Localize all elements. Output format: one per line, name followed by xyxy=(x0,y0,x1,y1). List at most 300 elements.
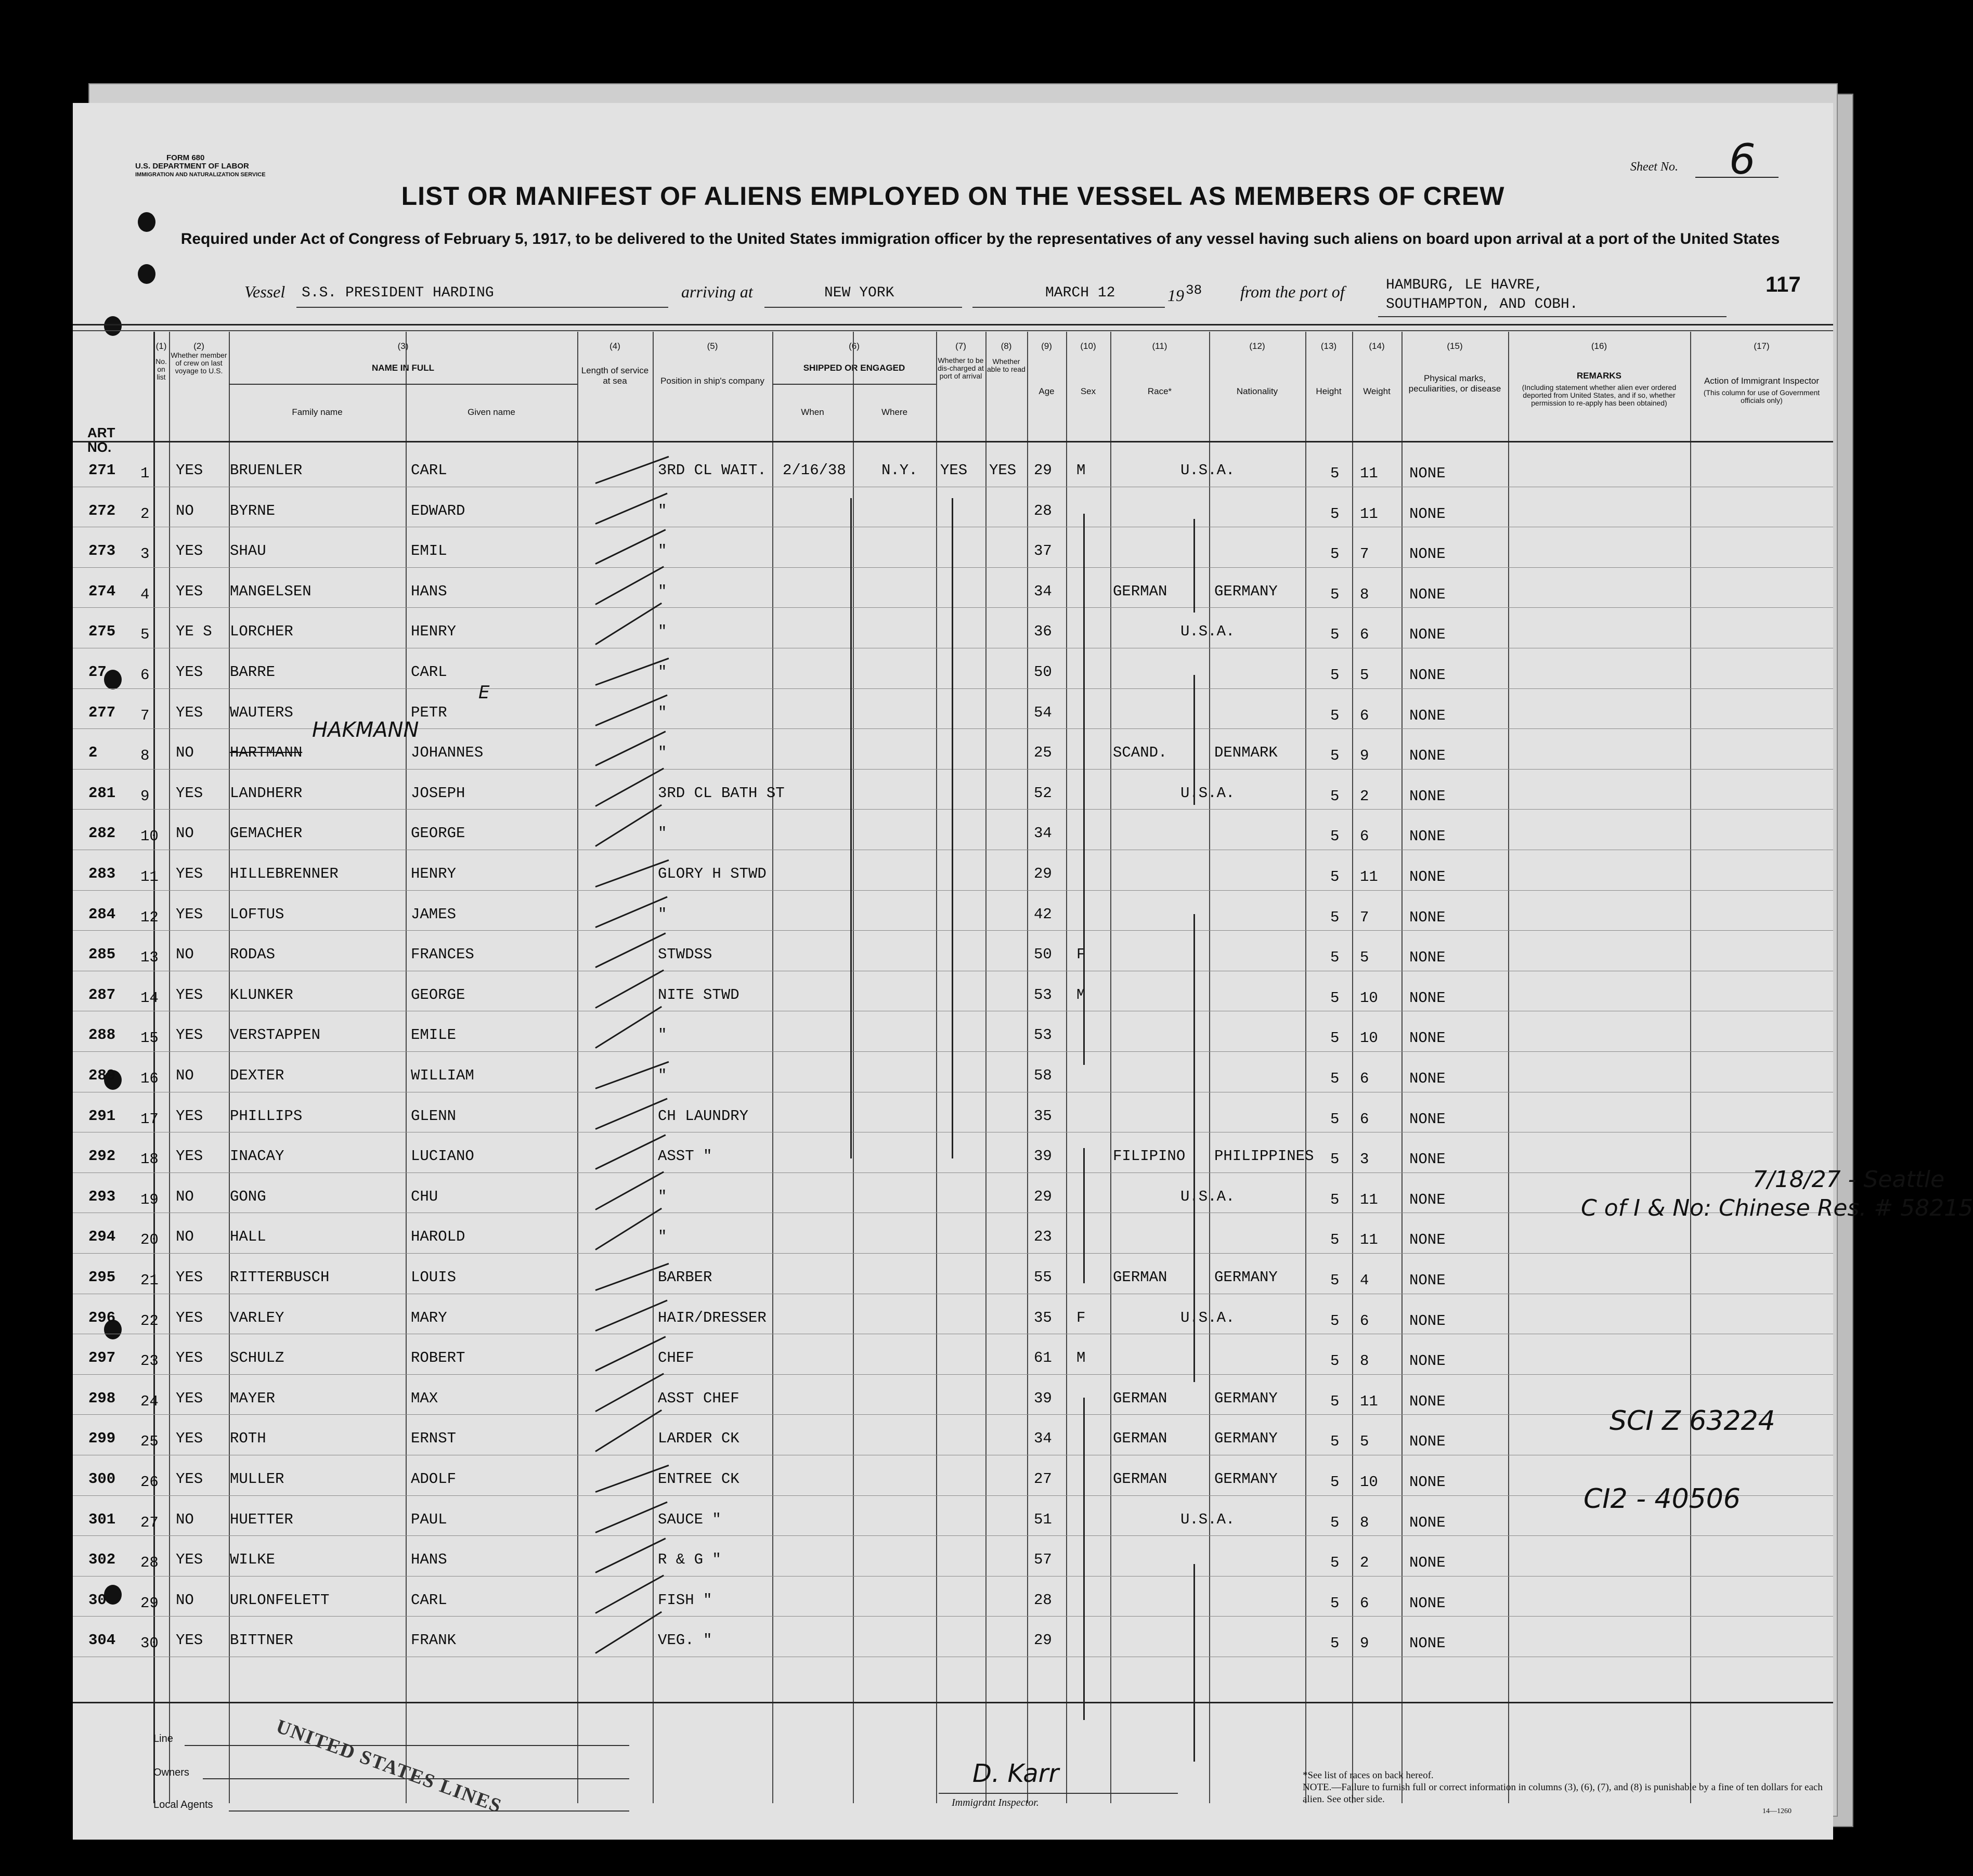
family-name: LORCHER xyxy=(230,623,293,641)
ditto-line xyxy=(1193,914,1195,1278)
ditto-line xyxy=(1083,514,1085,1065)
table-row xyxy=(73,1309,1833,1350)
weight: 7 xyxy=(1360,545,1369,563)
nationality: PHILIPPINES xyxy=(1214,1148,1314,1165)
race: GERMAN xyxy=(1113,1269,1167,1286)
height: 5 xyxy=(1330,868,1340,885)
weight: 6 xyxy=(1360,1070,1369,1087)
prior-voyage: YES xyxy=(176,1551,203,1569)
art-no: 2 xyxy=(88,744,98,762)
table-row xyxy=(73,1188,1833,1229)
column-number-2: (2) xyxy=(193,341,204,351)
age: 34 xyxy=(1034,1430,1052,1448)
given-name: FRANCES xyxy=(411,946,474,963)
list-number: 19 xyxy=(140,1191,159,1208)
weight: 11 xyxy=(1360,1191,1378,1208)
nationality: GERMANY xyxy=(1214,1470,1278,1488)
age: 29 xyxy=(1034,462,1052,479)
age: 50 xyxy=(1034,663,1052,681)
given-name: HANS xyxy=(411,1551,447,1569)
departure-ports-line1: HAMBURG, LE HAVRE, xyxy=(1386,277,1543,293)
arrival-date: MARCH 12 xyxy=(1045,285,1115,301)
prior-voyage: YES xyxy=(176,1107,203,1125)
age: 39 xyxy=(1034,1389,1052,1407)
list-number: 20 xyxy=(140,1231,159,1249)
race: GERMAN xyxy=(1113,1470,1167,1488)
given-name: CHU xyxy=(411,1188,438,1205)
to-be-discharged: YES xyxy=(940,462,968,479)
family-name: GONG xyxy=(230,1188,266,1205)
art-no: 27 xyxy=(88,663,107,681)
given-name: GEORGE xyxy=(411,986,465,1004)
column-number-1: (1) xyxy=(155,341,167,351)
family-name: VARLEY xyxy=(230,1309,284,1326)
art-no: 296 xyxy=(88,1309,116,1326)
art-no: 294 xyxy=(88,1228,116,1246)
family-name: ROTH xyxy=(230,1430,266,1448)
position: " xyxy=(658,703,667,721)
header-3: NAME IN FULL xyxy=(372,363,434,373)
height: 5 xyxy=(1330,1392,1340,1410)
art-no: 272 xyxy=(88,502,116,519)
age: 34 xyxy=(1034,582,1052,600)
height: 5 xyxy=(1330,465,1340,482)
family-name: MULLER xyxy=(230,1470,284,1488)
header-9: Age xyxy=(1039,386,1055,396)
art-no: 274 xyxy=(88,582,116,600)
physical-marks: NONE xyxy=(1409,747,1446,765)
family-name: BYRNE xyxy=(230,502,276,519)
weight: 11 xyxy=(1360,505,1378,523)
age: 28 xyxy=(1034,1591,1052,1609)
height: 5 xyxy=(1330,505,1340,523)
prior-voyage: YES xyxy=(176,1026,203,1044)
physical-marks: NONE xyxy=(1409,989,1446,1007)
prior-voyage: YES xyxy=(176,905,203,923)
weight: 5 xyxy=(1360,1433,1369,1451)
family-name: VERSTAPPEN xyxy=(230,1026,321,1044)
weight: 3 xyxy=(1360,1151,1369,1168)
physical-marks: NONE xyxy=(1409,585,1446,603)
header-8: Whether able to read xyxy=(987,357,1026,373)
family-name: LANDHERR xyxy=(230,784,303,802)
physical-marks: NONE xyxy=(1409,1191,1446,1208)
height: 5 xyxy=(1330,989,1340,1007)
age: 29 xyxy=(1034,1188,1052,1205)
column-number-5: (5) xyxy=(707,341,718,351)
column-number-14: (14) xyxy=(1369,341,1385,351)
list-number: 3 xyxy=(140,545,150,563)
given-name: HENRY xyxy=(411,865,457,882)
prior-voyage: YES xyxy=(176,1269,203,1286)
line-underline xyxy=(185,1745,629,1746)
year-prefix: 19 xyxy=(1167,286,1184,305)
family-name: MAYER xyxy=(230,1389,276,1407)
table-row xyxy=(73,1269,1833,1309)
list-number: 27 xyxy=(140,1514,159,1531)
age: 42 xyxy=(1034,905,1052,923)
position: ENTREE CK xyxy=(658,1470,739,1488)
list-number: 25 xyxy=(140,1433,159,1451)
column-number-13: (13) xyxy=(1320,341,1337,351)
header-13: Height xyxy=(1316,386,1342,396)
line-label: Line xyxy=(153,1733,173,1744)
prior-voyage: YES xyxy=(176,462,203,479)
column-number-10: (10) xyxy=(1080,341,1096,351)
height: 5 xyxy=(1330,1635,1340,1652)
from-port-label: from the port of xyxy=(1240,282,1345,301)
prior-voyage: YES xyxy=(176,1349,203,1367)
table-row xyxy=(73,1228,1833,1269)
age: 35 xyxy=(1034,1309,1052,1326)
races-note: *See list of races on back hereof. xyxy=(1303,1770,1434,1781)
column-number-12: (12) xyxy=(1249,341,1265,351)
given-name: EDWARD xyxy=(411,502,465,519)
list-number: 13 xyxy=(140,949,159,967)
family-name: HILLEBRENNER xyxy=(230,865,339,882)
header-bottom-rule xyxy=(73,441,1833,442)
art-no: 275 xyxy=(88,623,116,641)
position: " xyxy=(658,1188,667,1205)
prior-voyage: NO xyxy=(176,1188,194,1205)
list-number: 28 xyxy=(140,1554,159,1572)
position: NITE STWD xyxy=(658,986,739,1004)
height: 5 xyxy=(1330,1474,1340,1491)
art-no: 288 xyxy=(88,1026,116,1044)
department: U.S. DEPARTMENT OF LABOR xyxy=(135,162,249,171)
height: 5 xyxy=(1330,1070,1340,1087)
print-code: 14—1260 xyxy=(1762,1807,1792,1815)
sub-column-rule xyxy=(406,386,407,433)
height: 5 xyxy=(1330,1272,1340,1289)
position: BARBER xyxy=(658,1269,712,1286)
list-number: 5 xyxy=(140,626,150,644)
physical-marks: NONE xyxy=(1409,707,1446,724)
remark-row26: CI2 - 40506 xyxy=(1583,1483,1741,1515)
year-suffix: 38 xyxy=(1186,282,1202,298)
physical-marks: NONE xyxy=(1409,1030,1446,1047)
binder-hole xyxy=(138,212,155,232)
list-number: 1 xyxy=(140,465,150,482)
list-number: 23 xyxy=(140,1352,159,1370)
age: 58 xyxy=(1034,1067,1052,1084)
arriving-underline xyxy=(764,307,962,308)
physical-marks: NONE xyxy=(1409,465,1446,482)
table-bottom-rule xyxy=(73,1702,1833,1703)
given-name: JOSEPH xyxy=(411,784,465,802)
list-number: 11 xyxy=(140,868,159,885)
age: 61 xyxy=(1034,1349,1052,1367)
form-title: LIST OR MANIFEST OF ALIENS EMPLOYED ON THE VESSEL AS MEMBERS OF CREW xyxy=(401,181,1505,211)
header-6: SHIPPED OR ENGAGED xyxy=(803,363,905,373)
prior-voyage: YES xyxy=(176,582,203,600)
prior-voyage: YES xyxy=(176,865,203,882)
height: 5 xyxy=(1330,1191,1340,1208)
signature-underline xyxy=(939,1793,1178,1794)
given-name-correction: E xyxy=(478,682,490,703)
header-17: Action of Immigrant Inspector xyxy=(1704,376,1820,386)
given-name: PETR xyxy=(411,703,447,721)
given-name: JAMES xyxy=(411,905,457,923)
family-name: RITTERBUSCH xyxy=(230,1269,330,1286)
physical-marks: NONE xyxy=(1409,949,1446,967)
weight: 6 xyxy=(1360,1110,1369,1128)
subheader-6-2: Where xyxy=(881,407,908,417)
weight: 8 xyxy=(1360,585,1369,603)
ditto-line xyxy=(1193,519,1195,613)
physical-marks: NONE xyxy=(1409,1352,1446,1370)
binder-hole xyxy=(104,316,122,336)
table-row xyxy=(73,1470,1833,1511)
physical-marks: NONE xyxy=(1409,1392,1446,1410)
inspector-signature: D. Karr xyxy=(972,1759,1059,1788)
physical-marks: NONE xyxy=(1409,828,1446,845)
height: 5 xyxy=(1330,908,1340,926)
prior-voyage: NO xyxy=(176,502,194,519)
given-name: FRANK xyxy=(411,1632,457,1649)
prior-voyage: NO xyxy=(176,946,194,963)
physical-marks: NONE xyxy=(1409,1635,1446,1652)
position: " xyxy=(658,744,667,762)
height: 5 xyxy=(1330,707,1340,724)
height: 5 xyxy=(1330,747,1340,765)
physical-marks: NONE xyxy=(1409,1594,1446,1612)
weight: 10 xyxy=(1360,989,1378,1007)
prior-voyage: NO xyxy=(176,1510,194,1528)
position: ASST CHEF xyxy=(658,1389,739,1407)
prior-voyage: YES xyxy=(176,1632,203,1649)
ditto-line xyxy=(1083,1398,1085,1720)
age: 28 xyxy=(1034,502,1052,519)
family-name: BRUENLER xyxy=(230,462,303,479)
header-16: REMARKS xyxy=(1577,371,1621,381)
prior-voyage: YES xyxy=(176,986,203,1004)
age: 51 xyxy=(1034,1510,1052,1528)
list-number: 18 xyxy=(140,1151,159,1168)
table-top-rule-2 xyxy=(73,330,1833,331)
age: 34 xyxy=(1034,825,1052,842)
physical-marks: NONE xyxy=(1409,1514,1446,1531)
physical-marks: NONE xyxy=(1409,1554,1446,1572)
list-number: 16 xyxy=(140,1070,159,1087)
nationality: DENMARK xyxy=(1214,744,1278,762)
art-no: 304 xyxy=(88,1632,116,1649)
height: 5 xyxy=(1330,545,1340,563)
ditto-line xyxy=(1193,1236,1195,1382)
weight: 6 xyxy=(1360,1594,1369,1612)
family-name: URLONFELETT xyxy=(230,1591,330,1609)
family-name: PHILLIPS xyxy=(230,1107,303,1125)
header-10: Sex xyxy=(1080,386,1096,396)
art-no: 30 xyxy=(88,1591,107,1609)
sex: F xyxy=(1076,946,1086,963)
physical-marks: NONE xyxy=(1409,1474,1446,1491)
physical-marks: NONE xyxy=(1409,1151,1446,1168)
given-name: EMIL xyxy=(411,542,447,560)
weight: 11 xyxy=(1360,868,1378,885)
list-number: 15 xyxy=(140,1030,159,1047)
physical-marks: NONE xyxy=(1409,505,1446,523)
nationality: GERMANY xyxy=(1214,582,1278,600)
table-row xyxy=(73,1511,1833,1552)
given-name: GEORGE xyxy=(411,825,465,842)
list-number: 10 xyxy=(140,828,159,845)
arriving-port: NEW YORK xyxy=(824,285,894,301)
manifest-sheet xyxy=(73,103,1973,1840)
age: 52 xyxy=(1034,784,1052,802)
given-name: EMILE xyxy=(411,1026,457,1044)
age: 53 xyxy=(1034,1026,1052,1044)
given-name: ERNST xyxy=(411,1430,457,1448)
form-number: FORM 680 xyxy=(166,153,205,162)
list-number: 8 xyxy=(140,747,150,765)
subheader-3-1: Family name xyxy=(292,407,343,417)
family-name: BITTNER xyxy=(230,1632,293,1649)
vessel-underline xyxy=(296,307,668,308)
header-4: Length of service at sea xyxy=(581,366,649,386)
list-number: 22 xyxy=(140,1312,159,1330)
nationality: GERMANY xyxy=(1214,1430,1278,1448)
height: 5 xyxy=(1330,1110,1340,1128)
weight: 5 xyxy=(1360,949,1369,967)
art-no: 285 xyxy=(88,946,116,963)
height: 5 xyxy=(1330,667,1340,684)
art-no: 298 xyxy=(88,1389,116,1407)
physical-marks: NONE xyxy=(1409,545,1446,563)
physical-marks: NONE xyxy=(1409,787,1446,805)
column-number-6: (6) xyxy=(849,341,860,351)
art-no: 293 xyxy=(88,1188,116,1205)
weight: 9 xyxy=(1360,1635,1369,1652)
nationality: U.S.A. xyxy=(1180,462,1235,479)
art-no: 283 xyxy=(88,865,116,882)
position: ASST " xyxy=(658,1148,712,1165)
binder-hole xyxy=(138,264,155,284)
ditto-line xyxy=(850,498,852,1158)
prior-voyage: YES xyxy=(176,663,203,681)
table-row xyxy=(73,1390,1833,1430)
list-number: 26 xyxy=(140,1474,159,1491)
position: CHEF xyxy=(658,1349,694,1367)
nationality: GERMANY xyxy=(1214,1389,1278,1407)
height: 5 xyxy=(1330,1151,1340,1168)
prior-voyage: YES xyxy=(176,542,203,560)
race: FILIPINO xyxy=(1113,1148,1186,1165)
height: 5 xyxy=(1330,1554,1340,1572)
height: 5 xyxy=(1330,787,1340,805)
given-name: HAROLD xyxy=(411,1228,465,1246)
footnotes xyxy=(1303,1769,1823,1817)
race: SCAND. xyxy=(1113,744,1167,762)
art-no: 284 xyxy=(88,905,116,923)
family-name: BARRE xyxy=(230,663,276,681)
given-name: MAX xyxy=(411,1389,438,1407)
age: 53 xyxy=(1034,986,1052,1004)
family-name: LOFTUS xyxy=(230,905,284,923)
list-number: 24 xyxy=(140,1392,159,1410)
family-name: WAUTERS xyxy=(230,703,293,721)
position: SAUCE " xyxy=(658,1510,721,1528)
age: 35 xyxy=(1034,1107,1052,1125)
inspector-label: Immigrant Inspector. xyxy=(952,1797,1039,1808)
weight: 10 xyxy=(1360,1030,1378,1047)
age: 37 xyxy=(1034,542,1052,560)
prior-voyage: YES xyxy=(176,1389,203,1407)
header-1: No. on list xyxy=(155,357,167,381)
list-number: 17 xyxy=(140,1110,159,1128)
table-row xyxy=(73,1430,1833,1470)
column-number-8: (8) xyxy=(1001,341,1012,351)
family-name: RODAS xyxy=(230,946,276,963)
given-name: PAUL xyxy=(411,1510,447,1528)
position: 3RD CL BATH ST xyxy=(658,784,785,802)
port-underline xyxy=(1378,316,1727,317)
position: " xyxy=(658,825,667,842)
given-name: LOUIS xyxy=(411,1269,457,1286)
prior-voyage: YES xyxy=(176,1309,203,1326)
column-number-9: (9) xyxy=(1041,341,1052,351)
art-no: 299 xyxy=(88,1430,116,1448)
weight: 6 xyxy=(1360,707,1369,724)
position: " xyxy=(658,1026,667,1044)
sex: M xyxy=(1076,1349,1086,1367)
arriving-label: arriving at xyxy=(681,282,753,301)
nationality: U.S.A. xyxy=(1180,1510,1235,1528)
physical-marks: NONE xyxy=(1409,1110,1446,1128)
position: LARDER CK xyxy=(658,1430,739,1448)
vessel-label: Vessel xyxy=(244,282,285,301)
service: IMMIGRATION AND NATURALIZATION SERVICE xyxy=(135,172,266,178)
art-no: 302 xyxy=(88,1551,116,1569)
family-name: MANGELSEN xyxy=(230,582,311,600)
weight: 4 xyxy=(1360,1272,1369,1289)
age: 25 xyxy=(1034,744,1052,762)
physical-marks: NONE xyxy=(1409,1312,1446,1330)
art-no: 300 xyxy=(88,1470,116,1488)
age: 36 xyxy=(1034,623,1052,641)
weight: 8 xyxy=(1360,1352,1369,1370)
physical-marks: NONE xyxy=(1409,1272,1446,1289)
physical-marks: NONE xyxy=(1409,868,1446,885)
weight: 9 xyxy=(1360,747,1369,765)
position: VEG. " xyxy=(658,1632,712,1649)
header-5: Position in ship's company xyxy=(660,376,764,386)
list-number: 30 xyxy=(140,1635,159,1652)
art-no: 289 xyxy=(88,1067,116,1084)
header-14: Weight xyxy=(1363,386,1391,396)
column-number-11: (11) xyxy=(1152,341,1167,351)
subheader-3-2: Given name xyxy=(468,407,515,417)
given-name: ROBERT xyxy=(411,1349,465,1367)
ditto-line xyxy=(1193,1564,1195,1762)
weight: 6 xyxy=(1360,626,1369,644)
sex: M xyxy=(1076,986,1086,1004)
weight: 11 xyxy=(1360,1231,1378,1249)
nationality: GERMANY xyxy=(1214,1269,1278,1286)
table-row xyxy=(73,1551,1833,1592)
table-row xyxy=(73,462,1833,502)
height: 5 xyxy=(1330,1352,1340,1370)
age: 54 xyxy=(1034,703,1052,721)
height: 5 xyxy=(1330,1030,1340,1047)
height: 5 xyxy=(1330,1433,1340,1451)
height: 5 xyxy=(1330,1514,1340,1531)
position: " xyxy=(658,542,667,560)
owners-label: Owners xyxy=(153,1767,189,1778)
date-underline xyxy=(972,307,1165,308)
art-no: 297 xyxy=(88,1349,116,1367)
prior-voyage: YES xyxy=(176,1430,203,1448)
